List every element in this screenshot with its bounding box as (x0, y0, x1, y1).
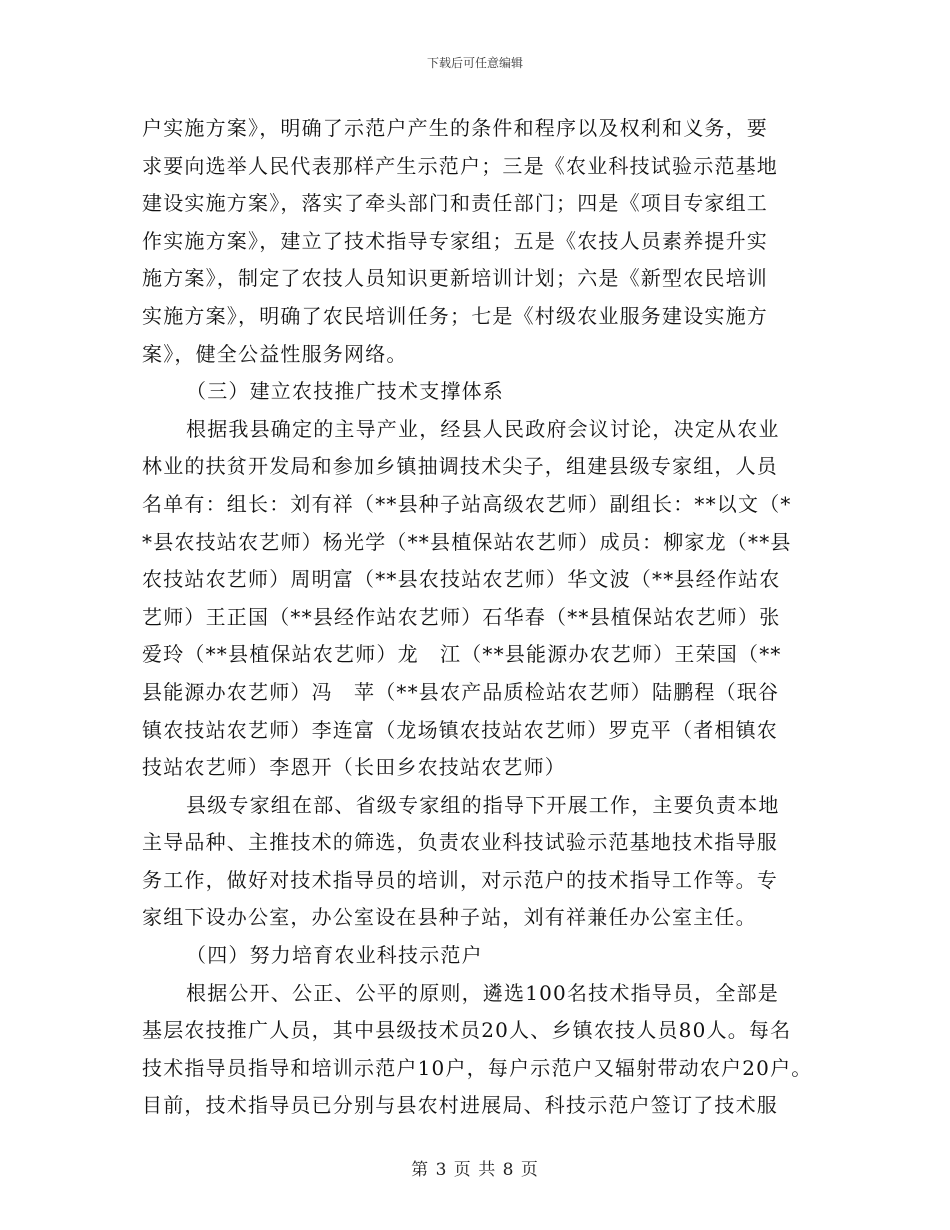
text-line: （三）建立农技推广技术支撑体系 (186, 379, 504, 404)
text-line: 爱玲（**县植保站农艺师）龙 江（**县能源办农艺师）王荣国（** (142, 642, 782, 667)
text-line: 实施方案》，明确了农民培训任务；七是《村级农业服务建设实施方 (142, 303, 768, 328)
text-line: 建设实施方案》，落实了牵头部门和责任部门；四是《项目专家组工 (142, 191, 768, 216)
text-line: 务工作，做好对技术指导员的培训，对示范户的技术指导工作等。专 (142, 867, 778, 892)
text-line: 施方案》，制定了农技人员知识更新培训计划；六是《新型农民培训 (142, 266, 768, 291)
text-line: 名单有：组长：刘有祥（**县种子站高级农艺师）副组长：**以文（* (142, 491, 792, 516)
text-line: 案》，健全公益性服务网络。 (142, 341, 408, 366)
text-line: 基层农技推广人员，其中县级技术员20人、乡镇农技人员80人。每名 (142, 1018, 792, 1043)
text-line: 户实施方案》，明确了示范户产生的条件和程序以及权利和义务，要 (142, 116, 768, 140)
text-line: 技站农艺师）李恩开（长田乡农技站农艺师） (142, 755, 566, 780)
page-header: 下载后可任意编辑 (426, 56, 523, 70)
text-line: 技术指导员指导和培训示范户10户，每户示范户又辐射带动农户20户。 (142, 1055, 813, 1080)
text-line: 农技站农艺师）周明富（**县农技站农艺师）华文波（**县经作站农 (142, 567, 781, 592)
text-line: 主导品种、主推技术的筛选，负责农业科技试验示范基地技术指导服 (142, 830, 778, 855)
document-body (142, 110, 832, 1125)
text-line: 根据公开、公正、公平的原则，遴选100名技术指导员，全部是 (186, 980, 779, 1005)
text-line: 家组下设办公室，办公室设在县种子站，刘有祥兼任办公室主任。 (142, 905, 757, 930)
page-footer: 第 3 页 共 8 页 (411, 1160, 539, 1180)
text-line: 镇农技站农艺师）李连富（龙场镇农技站农艺师）罗克平（者相镇农 (142, 717, 778, 742)
text-line: *县农技站农艺师）杨光学（**县植保站农艺师）成员：柳家龙（**县 (142, 529, 792, 554)
text-line: 目前，技术指导员已分别与县农村进展局、科技示范户签订了技术服 (142, 1093, 778, 1118)
text-line: 求要向选举人民代表那样产生示范户；三是《农业科技试验示范基地 (142, 153, 778, 178)
text-line: 艺师）王正国（**县经作站农艺师）石华春（**县植保站农艺师）张 (142, 604, 781, 629)
text-line: 林业的扶贫开发局和参加乡镇抽调技术尖子，组建县级专家组，人员 (142, 454, 778, 479)
text-line: 县能源办农艺师）冯 苹（**县农产品质检站农艺师）陆鹏程（珉谷 (142, 679, 780, 704)
text-line: 县级专家组在部、省级专家组的指导下开展工作，主要负责本地 (186, 792, 780, 817)
text-line: （四）努力培育农业科技示范户 (186, 943, 483, 968)
text-line: 根据我县确定的主导产业，经县人民政府会议讨论，决定从农业 (186, 416, 780, 441)
text-line: 作实施方案》，建立了技术指导专家组；五是《农技人员素养提升实 (142, 228, 768, 253)
